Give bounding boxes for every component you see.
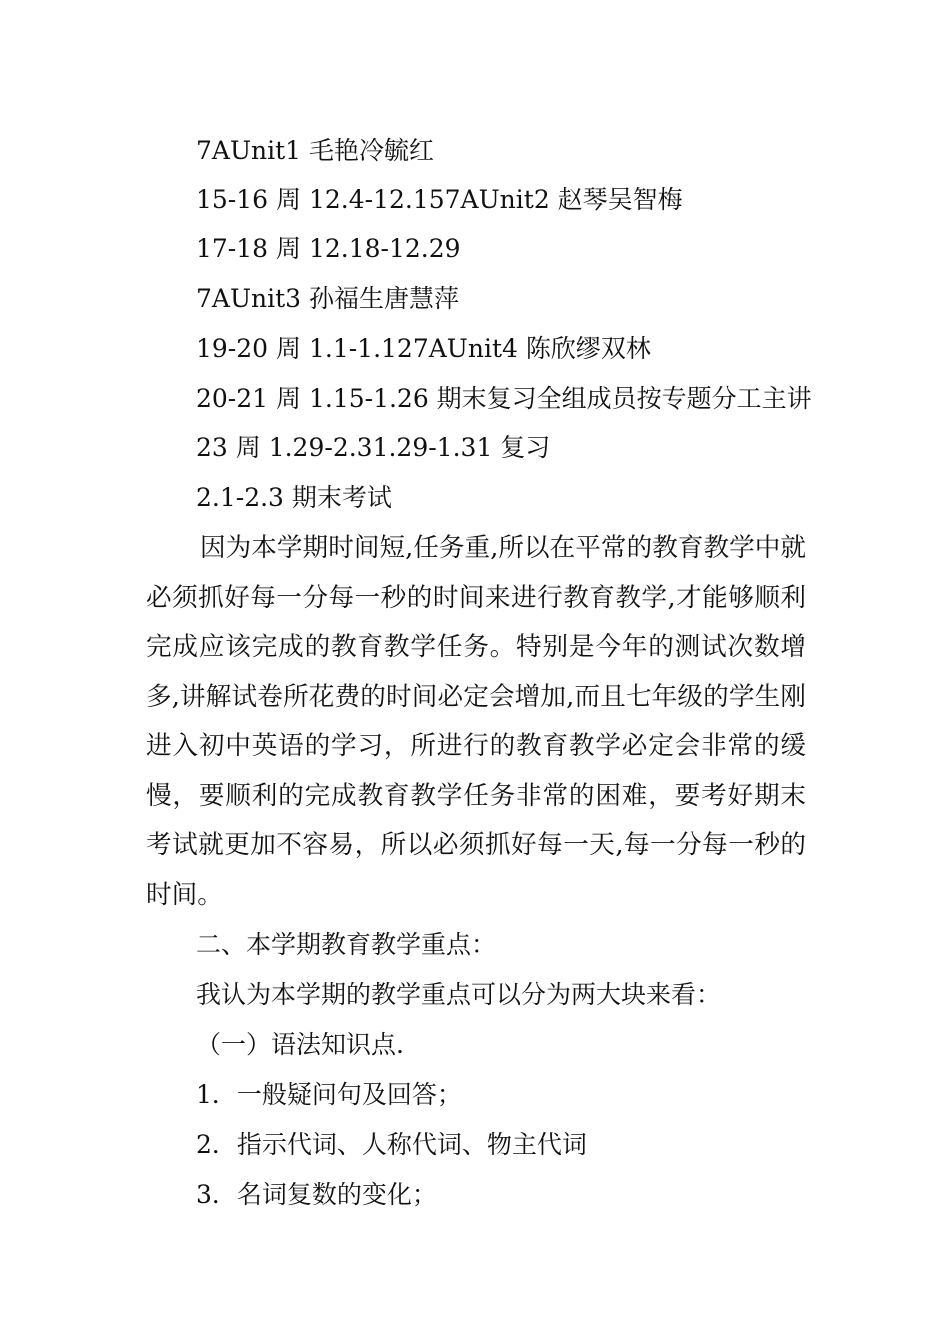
schedule-line: 17-18 周 12.18-12.29 (196, 234, 461, 263)
intro-text: 我认为本学期的教学重点可以分为两大块来看： (196, 980, 722, 1009)
schedule-line: 7AUnit3 孙福生唐慧萍 (196, 284, 460, 313)
schedule-line: 2.1-2.3 期末考试 (196, 483, 392, 512)
list-item: 2．指示代词、人称代词、物主代词 (196, 1130, 587, 1159)
body-paragraph: 因为本学期时间短,任务重,所以在平常的教育教学中就必须抓好每一分每一秒的时间来进行教育教学,才能够顺利完成应该完成的教育教学任务。特别是今年的测试次数增多,讲解试卷所花费的时间必定会增加,而且七年级的学生刚进入初中英语的学习，所进行的教育教学必定会非常的缓慢，要顺利的完成教育教学任务非常的困难，要考好期末考试就更加不容易，所以必须抓好每一天,每一分每一秒的时间。 (146, 533, 806, 910)
schedule-line: 23 周 1.29-2.31.29-1.31 复习 (196, 433, 551, 462)
schedule-line: 20-21 周 1.15-1.26 期末复习全组成员按专题分工主讲 (196, 384, 812, 413)
list-item: 3．名词复数的变化； (196, 1180, 437, 1209)
subheading: （一）语法知识点. (196, 1030, 404, 1059)
section-heading: 二、本学期教育教学重点： (196, 930, 497, 959)
list-item: 1．一般疑问句及回答； (196, 1080, 462, 1109)
schedule-line: 15-16 周 12.4-12.157AUnit2 赵琴吴智梅 (196, 185, 683, 214)
schedule-line: 19-20 周 1.1-1.127AUnit4 陈欣缪双林 (196, 334, 651, 363)
schedule-line: 7AUnit1 毛艳冷毓红 (196, 136, 435, 165)
